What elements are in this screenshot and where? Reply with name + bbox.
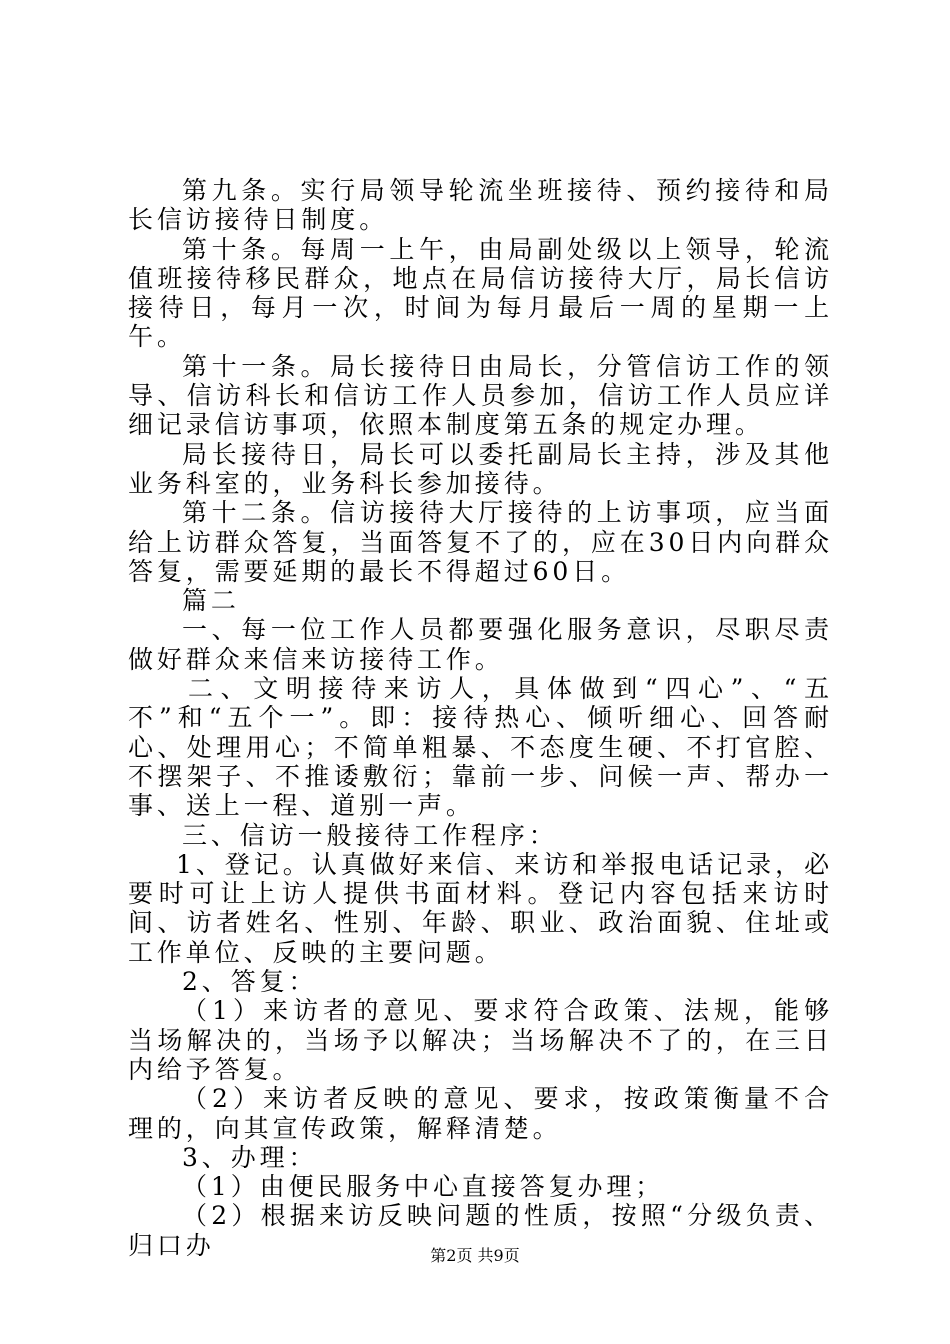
paragraph-article-12: 第十二条。信访接待大厅接待的上访事项，应当面给上访群众答复，当面答复不了的，应在30日内向群众答复，需要延期的最长不得超过60日。 <box>128 498 833 586</box>
section-heading-part-two: 篇二 <box>182 586 240 616</box>
paragraph-handle-sub-2: （2）根据来访反映问题的性质，按照“分级负责、归口办 <box>128 1201 833 1260</box>
paragraph-article-11: 第十一条。局长接待日由局长，分管信访工作的领导、信访科长和信访工作人员参加，信访工作人员应详细记录信访事项，依照本制度第五条的规定办理。 <box>128 351 833 440</box>
paragraph-step-register: 1、登记。认真做好来信、来访和举报电话记录，必要时可让上访人提供书面材料。登记内容包括来访时间、访者姓名、性别、年龄、职业、政治面貌、住址或工作单位、反映的主要问题。 <box>128 849 833 967</box>
paragraph-item-three: 三、信访一般接待工作程序： <box>182 820 558 850</box>
paragraph-article-10: 第十条。每周一上午，由局副处级以上领导，轮流值班接待移民群众，地点在局信访接待大厅，局长信访接待日，每月一次，时间为每月最后一周的星期一上午。 <box>128 234 833 352</box>
paragraph-handle-sub-1: （1）由便民服务中心直接答复办理； <box>182 1172 665 1202</box>
page-number-footer: 第2页 共9页 <box>430 1246 520 1265</box>
document-body <box>128 176 833 1260</box>
paragraph-step-handle: 3、办理： <box>182 1142 318 1172</box>
paragraph-director-reception: 局长接待日，局长可以委托副局长主持，涉及其他业务科室的，业务科长参加接待。 <box>128 439 833 498</box>
paragraph-item-one: 一、每一位工作人员都要强化服务意识，尽职尽责做好群众来信来访接待工作。 <box>128 615 833 674</box>
paragraph-step-reply: 2、答复： <box>182 967 318 997</box>
paragraph-reply-sub-1: （1）来访者的意见、要求符合政策、法规，能够当场解决的，当场予以解决；当场解决不了的，在三日内给予答复。 <box>128 996 833 1084</box>
paragraph-article-9: 第九条。实行局领导轮流坐班接待、预约接待和局长信访接待日制度。 <box>128 176 833 235</box>
paragraph-item-two: 二、文明接待来访人，具体做到“四心”、“五不”和“五个一”。即：接待热心、倾听细心、回答耐心、处理用心；不简单粗暴、不态度生硬、不打官腔、不摆架子、不推诿敷衍；靠前一步、问候一声、帮办一事、送上一程、道别一声。 <box>128 674 833 821</box>
paragraph-reply-sub-2: （2）来访者反映的意见、要求，按政策衡量不合理的，向其宣传政策，解释清楚。 <box>128 1084 833 1143</box>
